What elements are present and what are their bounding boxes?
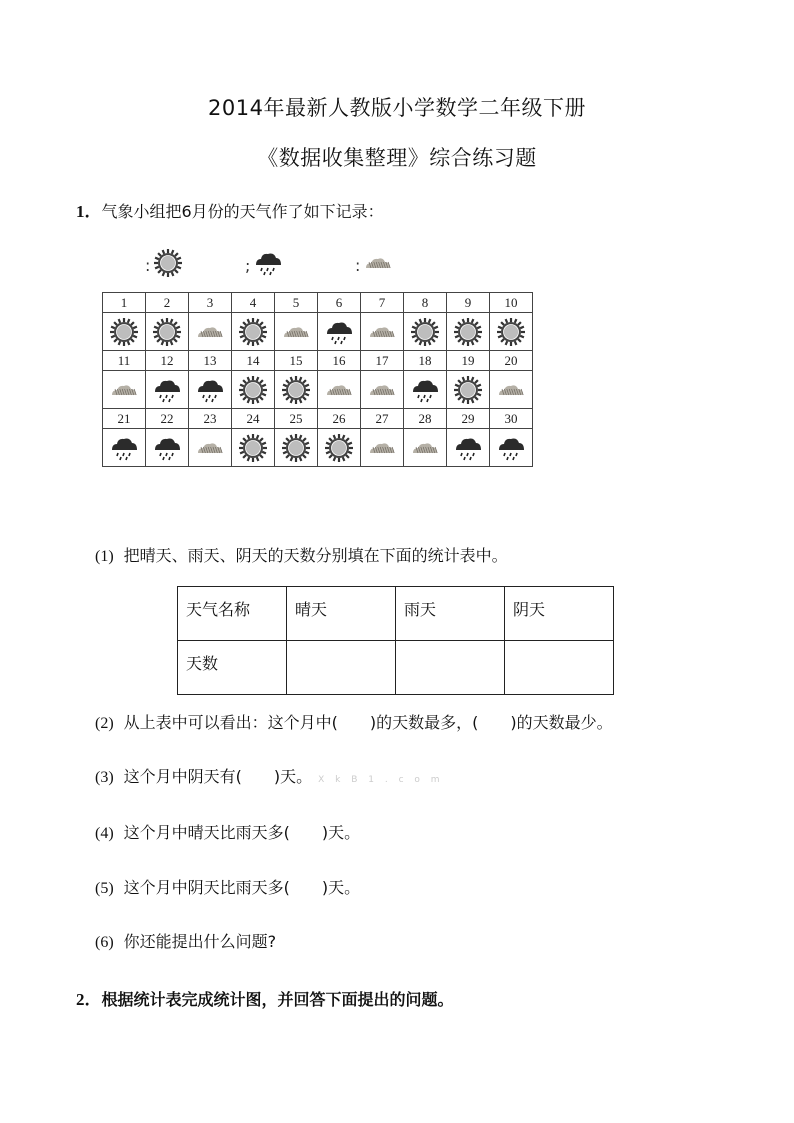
sun-icon: [152, 317, 182, 347]
sub-question-5: [95, 875, 360, 898]
sun-icon: [109, 317, 139, 347]
overcast-cloud-icon: [109, 375, 139, 405]
rain-cloud-icon: [496, 433, 526, 463]
sub-question-6-text: 你还能提出什么问题?: [123, 932, 277, 951]
calendar-weather-cell: [189, 371, 232, 409]
calendar-day-number: 18: [404, 351, 447, 371]
sun-icon: [281, 375, 311, 405]
calendar-weather-cell: [318, 429, 361, 467]
legend-sun: [145, 248, 183, 282]
question-2-number: 2．: [76, 990, 102, 1009]
calendar-weather-row: [103, 429, 533, 467]
sun-icon: [453, 317, 483, 347]
sun-icon: [153, 248, 183, 278]
calendar-weather-cell: [146, 313, 189, 351]
stats-row-label: 天数: [178, 641, 287, 695]
calendar-weather-cell: [103, 429, 146, 467]
rain-cloud-icon: [152, 433, 182, 463]
sun-icon: [281, 433, 311, 463]
sun-icon: [153, 248, 183, 282]
sub-question-3-text: 这个月中阴天有( )天。: [123, 767, 313, 786]
calendar-day-number: 11: [103, 351, 146, 371]
sun-icon: [410, 317, 440, 347]
overcast-cloud-icon: [195, 317, 225, 347]
calendar-day-number: 13: [189, 351, 232, 371]
weather-stats-table: [177, 586, 614, 695]
calendar-day-number: 19: [447, 351, 490, 371]
stats-header-cell: 阴天: [505, 587, 614, 641]
calendar-weather-cell: [404, 371, 447, 409]
calendar-day-number: 26: [318, 409, 361, 429]
sub-question-1-text: 把晴天、雨天、阴天的天数分别填在下面的统计表中。: [123, 546, 508, 565]
calendar-day-number: 29: [447, 409, 490, 429]
calendar-day-number: 7: [361, 293, 404, 313]
calendar-weather-cell: [490, 371, 533, 409]
calendar-weather-row: [103, 371, 533, 409]
sub-question-2-number: (2): [95, 715, 114, 732]
stats-header-cell: 天气名称: [178, 587, 287, 641]
calendar-day-number: 21: [103, 409, 146, 429]
calendar-weather-cell: [447, 313, 490, 351]
sub-question-4: [95, 820, 360, 843]
sun-icon: [238, 375, 268, 405]
calendar-weather-cell: [361, 429, 404, 467]
calendar-weather-cell: [103, 371, 146, 409]
calendar-weather-cell: [232, 313, 275, 351]
stats-header-row: [178, 587, 614, 641]
rain-cloud-icon: [152, 375, 182, 405]
sub-question-2-text: 从上表中可以看出：这个月中( )的天数最多，( )的天数最少。: [123, 713, 613, 732]
stats-header-cell: 雨天: [396, 587, 505, 641]
calendar-day-number: 10: [490, 293, 533, 313]
sun-icon: [238, 433, 268, 463]
calendar-weather-cell: [103, 313, 146, 351]
rain-cloud-icon: [253, 248, 283, 282]
sub-question-5-text: 这个月中阴天比雨天多( )天。: [123, 878, 361, 897]
overcast-cloud-icon: [410, 433, 440, 463]
calendar-weather-cell: [146, 371, 189, 409]
legend-overcast-colon: :: [355, 255, 361, 275]
calendar-weather-cell: [447, 429, 490, 467]
rain-cloud-icon: [109, 433, 139, 463]
calendar-weather-cell: [189, 313, 232, 351]
overcast-cloud-icon: [363, 248, 393, 282]
calendar-weather-cell: [232, 371, 275, 409]
sun-icon: [496, 317, 526, 347]
page-subtitle: 《数据收集整理》综合练习题: [257, 146, 537, 170]
question-1: [76, 197, 384, 222]
calendar-day-number: 15: [275, 351, 318, 371]
overcast-cloud-icon: [367, 317, 397, 347]
page-title: 2014年最新人教版小学数学二年级下册: [208, 96, 586, 120]
sub-question-4-text: 这个月中晴天比雨天多( )天。: [123, 823, 361, 842]
calendar-day-number: 22: [146, 409, 189, 429]
calendar-day-number: 17: [361, 351, 404, 371]
calendar-day-row: [103, 293, 533, 313]
calendar-weather-cell: [361, 371, 404, 409]
sun-icon: [324, 433, 354, 463]
calendar-weather-cell: [361, 313, 404, 351]
calendar-day-number: 23: [189, 409, 232, 429]
sub-question-6: [95, 929, 276, 952]
sub-question-3: [95, 764, 444, 787]
sun-icon: [453, 375, 483, 405]
rain-cloud-icon: [195, 375, 225, 405]
calendar-day-number: 4: [232, 293, 275, 313]
legend-rain-colon: ;: [245, 255, 251, 275]
calendar-day-number: 2: [146, 293, 189, 313]
sub-question-4-number: (4): [95, 825, 114, 842]
calendar-day-number: 1: [103, 293, 146, 313]
sub-question-1-number: (1): [95, 548, 114, 565]
calendar-weather-cell: [275, 429, 318, 467]
calendar-weather-cell: [189, 429, 232, 467]
sun-icon: [238, 317, 268, 347]
calendar-day-number: 20: [490, 351, 533, 371]
question-1-number: 1．: [76, 202, 102, 221]
rain-cloud-icon: [253, 248, 283, 278]
calendar-day-number: 16: [318, 351, 361, 371]
overcast-cloud-icon: [367, 433, 397, 463]
stats-blank-cell-rainy[interactable]: [396, 641, 505, 695]
calendar-day-number: 6: [318, 293, 361, 313]
weather-calendar: [102, 292, 533, 467]
calendar-day-number: 3: [189, 293, 232, 313]
question-2-text: 根据统计表完成统计图，并回答下面提出的问题。: [101, 990, 454, 1009]
overcast-cloud-icon: [324, 375, 354, 405]
legend-rain: [245, 248, 283, 282]
calendar-day-number: 30: [490, 409, 533, 429]
calendar-weather-row: [103, 313, 533, 351]
weather-legend: [145, 248, 465, 284]
rain-cloud-icon: [453, 433, 483, 463]
sub-question-2: [95, 710, 613, 733]
calendar-weather-cell: [404, 313, 447, 351]
calendar-day-row: [103, 409, 533, 429]
question-2: [76, 985, 454, 1010]
calendar-weather-cell: [490, 313, 533, 351]
overcast-cloud-icon: [496, 375, 526, 405]
sub-question-5-number: (5): [95, 880, 114, 897]
calendar-day-number: 12: [146, 351, 189, 371]
calendar-weather-cell: [490, 429, 533, 467]
sub-question-3-number: (3): [95, 769, 114, 786]
legend-overcast: [355, 248, 393, 282]
calendar-weather-cell: [275, 371, 318, 409]
calendar-weather-cell: [318, 313, 361, 351]
calendar-day-number: 24: [232, 409, 275, 429]
overcast-cloud-icon: [363, 248, 393, 278]
stats-header-cell: 晴天: [287, 587, 396, 641]
sub-question-6-number: (6): [95, 934, 114, 951]
calendar-day-number: 14: [232, 351, 275, 371]
stats-blank-cell-overcast[interactable]: [505, 641, 614, 695]
calendar-weather-cell: [447, 371, 490, 409]
calendar-day-number: 8: [404, 293, 447, 313]
calendar-day-number: 28: [404, 409, 447, 429]
stats-count-row: [178, 641, 614, 695]
watermark-text: X k B 1 . c o m: [318, 775, 444, 785]
calendar-day-row: [103, 351, 533, 371]
calendar-weather-cell: [275, 313, 318, 351]
calendar-weather-cell: [232, 429, 275, 467]
calendar-day-number: 5: [275, 293, 318, 313]
sub-question-1: [95, 543, 508, 566]
overcast-cloud-icon: [367, 375, 397, 405]
calendar-weather-cell: [318, 371, 361, 409]
stats-blank-cell-sunny[interactable]: [287, 641, 396, 695]
question-1-text: 气象小组把6月份的天气作了如下记录：: [101, 202, 384, 221]
calendar-day-number: 9: [447, 293, 490, 313]
calendar-day-number: 27: [361, 409, 404, 429]
calendar-day-number: 25: [275, 409, 318, 429]
overcast-cloud-icon: [195, 433, 225, 463]
rain-cloud-icon: [324, 317, 354, 347]
rain-cloud-icon: [410, 375, 440, 405]
legend-sun-colon: :: [145, 255, 151, 275]
overcast-cloud-icon: [281, 317, 311, 347]
calendar-weather-cell: [146, 429, 189, 467]
calendar-weather-cell: [404, 429, 447, 467]
